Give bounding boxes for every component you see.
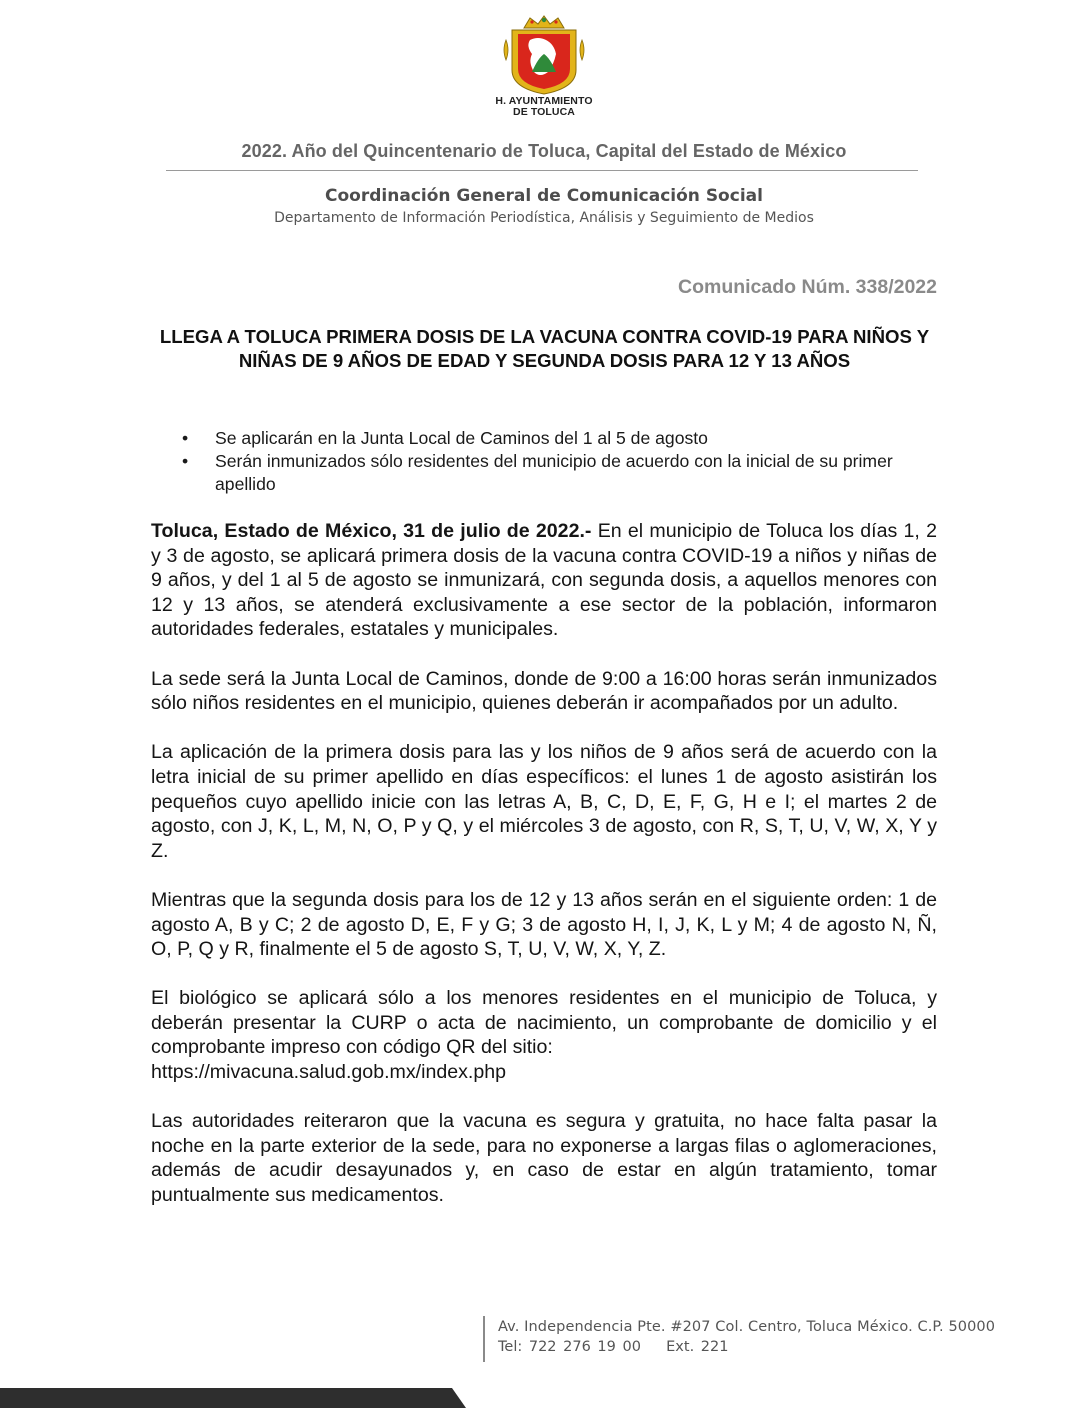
phone-extension: Ext. 221 xyxy=(666,1339,729,1355)
dateline: Toluca, Estado de México, 31 de julio de 2022.- xyxy=(151,520,592,542)
footer-phone xyxy=(498,1339,728,1355)
toluca-crest-icon xyxy=(494,14,594,96)
year-banner: 2022. Año del Quincentenario de Toluca, Capital del Estado de México xyxy=(241,141,847,161)
headline: LLEGA A TOLUCA PRIMERA DOSIS DE LA VACUNA CONTRA COVID-19 PARA NIÑOS Y NIÑAS DE 9 AÑOS DE EDAD Y SEGUNDA DOSIS PARA 12 Y 13 AÑOS xyxy=(159,326,930,371)
crest-caption-line1: H. AYUNTAMIENTO xyxy=(495,95,593,107)
paragraph: Las autoridades reiteraron que la vacuna es segura y gratuita, no hace falta pasar la noche en la parte exterior de la sede, para no exponerse a largas filas o aglomeraciones, además de acudir desayunados y, en caso de estar en algún tratamiento, tomar puntualmente sus medicamentos. xyxy=(151,1110,937,1207)
phone-number: Tel: 722 276 19 00 xyxy=(498,1339,641,1355)
coordination-title: Coordinación General de Comunicación Social xyxy=(325,186,763,206)
article-body xyxy=(151,519,937,1232)
summary-bullets xyxy=(176,427,916,496)
paragraph-text: En el municipio de Toluca los días 1, 2 y 3 de agosto, se aplicará primera dosis de la vacuna contra COVID-19 a niños y niñas de 9 años, y del 1 al 5 de agosto se inmunizará, con segunda dosis, a aquellos menores con 12 y 13 años, se atenderá exclusivamente a ese sector de la población, informaron autoridades federales, estatales y municipales. xyxy=(151,520,937,641)
paragraph-text: El biológico se aplicará sólo a los menores residentes en el municipio de Toluca, y deberán presentar la CURP o acta de nacimiento, un comprobante de domicilio y el comprobante impreso con código QR del sitio: xyxy=(151,987,937,1059)
vaccine-url[interactable]: https://mivacuna.salud.gob.mx/index.php xyxy=(151,1061,507,1084)
bullet-dot-icon: • xyxy=(182,451,189,471)
footer-address: Av. Independencia Pte. #207 Col. Centro, Toluca México. C.P. 50000 xyxy=(498,1319,996,1335)
bullet-text: Se aplicarán en la Junta Local de Caminos del 1 al 5 de agosto xyxy=(215,428,708,448)
header-divider xyxy=(166,170,918,171)
bullet-item xyxy=(176,450,916,496)
municipal-logo xyxy=(482,14,606,118)
footer-divider xyxy=(483,1316,485,1362)
crest-caption-line2: DE TOLUCA xyxy=(513,106,575,118)
bullet-item xyxy=(176,427,916,450)
paragraph: La sede será la Junta Local de Caminos, donde de 9:00 a 16:00 horas serán inmunizados sólo niños residentes en el municipio, quienes deberán ir acompañados por un adulto. xyxy=(151,667,937,715)
comunicado-number: Comunicado Núm. 338/2022 xyxy=(677,276,937,298)
bullet-dot-icon: • xyxy=(182,428,189,448)
footer-bar xyxy=(0,1384,1088,1408)
paragraph-lead xyxy=(151,519,937,642)
department-subtitle: Departamento de Información Periodística, Análisis y Seguimiento de Medios xyxy=(274,210,814,226)
paragraph: Mientras que la segunda dosis para los de 12 y 13 años serán en el siguiente orden: 1 de agosto A, B y C; 2 de agosto D, E, F y G; 3 de agosto H, I, J, K, L y M; 4 de agosto N, Ñ, O, P, Q y R, finalmente el 5 de agosto S, T, U, V, W, X, Y, Z. xyxy=(151,888,937,961)
paragraph-requirements xyxy=(151,986,937,1084)
paragraph: La aplicación de la primera dosis para las y los niños de 9 años será de acuerdo con la letra inicial de su primer apellido en días específicos: el lunes 1 de agosto asistirán los pequeños cuyo apellido inicie con las letras A, B, C, D, E, F, G, H e I; el martes 2 de agosto, con J, K, L, M, N, O, P y Q, y el miércoles 3 de agosto, con R, S, T, U, V, W, X, Y y Z. xyxy=(151,741,937,862)
bullet-text: Serán inmunizados sólo residentes del municipio de acuerdo con la inicial de su primer apellido xyxy=(215,451,893,494)
